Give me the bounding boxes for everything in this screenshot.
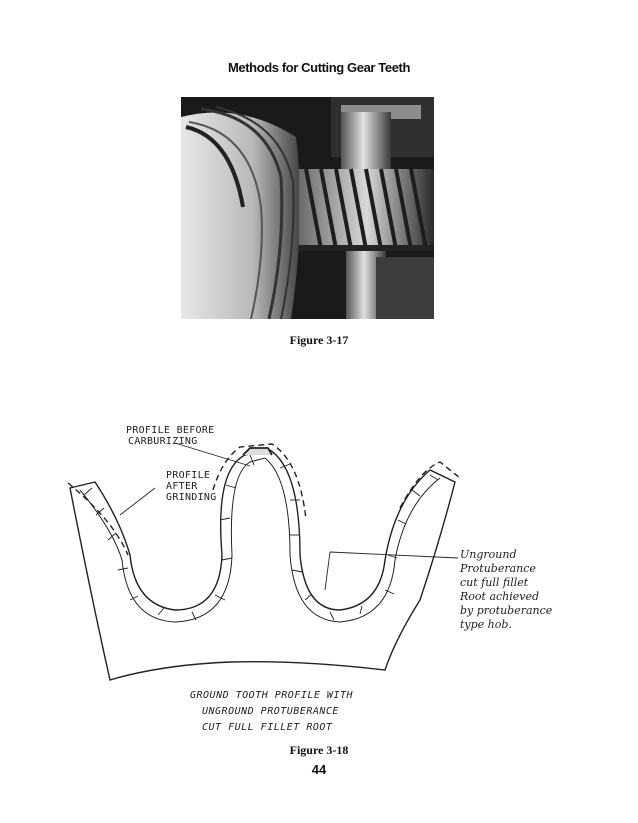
page-number: 44	[311, 762, 327, 777]
label-profile-before: PROFILE BEFORE CARBURIZING	[126, 425, 215, 447]
diagram-note: GROUND TOOTH PROFILE WITH UNGROUND PROTUBERANCE CUT FULL FILLET ROOT	[190, 690, 354, 733]
figure-17-caption: Figure 3-17	[289, 333, 349, 347]
page-title: Methods for Cutting Gear Teeth	[227, 60, 411, 75]
label-unground-protuberance: Unground Protuberance cut full fillet Root achieved by protuberance type hob.	[460, 548, 553, 631]
figure-18-caption: Figure 3-18	[289, 743, 349, 757]
label-profile-after: PROFILE AFTER GRINDING	[166, 470, 217, 503]
hob-cutting-photo	[181, 97, 434, 319]
